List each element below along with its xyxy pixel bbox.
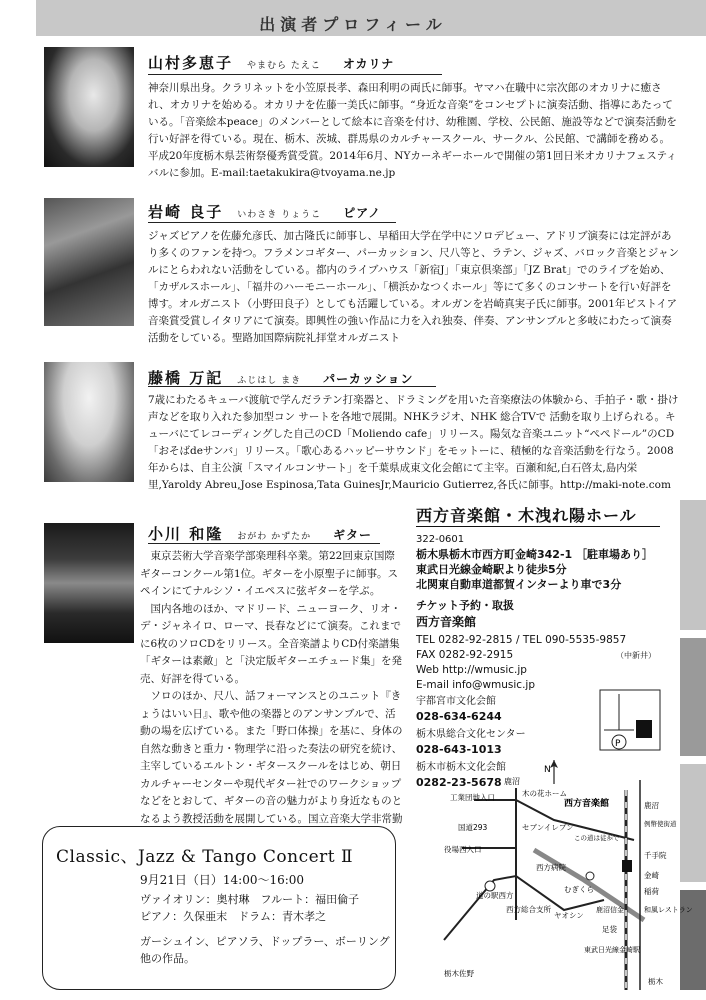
ticket-tel-4: 0282-23-5678 [416, 776, 502, 789]
bio-text: 7歳にわたるキューバ渡航で学んだラテン打楽器と、ドラミングを用いた音楽療法の体験から、手拍子・歌・掛け声などを取り入れた参加型コン サートを各地で展開。NHKラジオ、NHK 総合TVで 活動を取り上げられる。キューバにてレコーディングした自己のCD「Moliendo cafe」リリース。陽気な音楽ユニット“ぺぺドール”のCD「おそばdeサンバ」リリース。「歌心あるハッピーサウンド」をモットーに、積極的な音楽活動を行なう。2008年からは、自主公演「スマイルコンサート」を千葉県成東文化会館にて主宰。百瀬和紀,白石啓太,島内栄里,Yaroldy Abreu,Jose Espinosa,Tata GuinesJr,Mauricio Gutierrez,各氏に師事。http://maki-note.com [148, 394, 679, 491]
performer-bio-1 [148, 80, 680, 182]
map-label: 工業団地入口 [450, 793, 495, 802]
bio-paragraph: ソロのほか、尺八、話フォーマンスとのユニット『きょうはいい日』、歌や他の楽器とのアンサンブルで、活動の場を広げている。また「野口体操」を基に、身体の自然な動きと重力・物理学に沿った奏法の研究を続け、主宰しているエルトン・ギタースクールをはじめ、朝日カルチャーセンターや現代ギター社でのワークショップなどをとおして、ギターの音の魅力がより身近なものとなるよう教授活動を展開している。国立音楽大学非常勤 [140, 690, 403, 825]
performer-name-text: 藤橋 万記 [148, 369, 224, 387]
ticket-org-3: 栃木県総合文化センター [416, 729, 526, 740]
venue-address: 栃木県栃木市西方町金崎342-1 ［駐車場あり］ [416, 548, 654, 561]
map-label: ヤオシン [554, 911, 584, 920]
map-label: むぎくら [564, 885, 594, 894]
ticket-email[interactable]: E-mail info@wmusic.jp [416, 679, 536, 691]
concert-title: Classic、Jazz & Tango Concert Ⅱ [56, 847, 354, 867]
map-label: 役場西入口 [444, 845, 482, 854]
map-label: 道の駅西方 [476, 891, 514, 900]
map-label: 足袋 [602, 925, 617, 934]
map-label: 千手院 [644, 851, 667, 860]
map-label: 木の花ホーム [522, 789, 567, 798]
venue-info [416, 532, 678, 592]
map-label: 金崎 [644, 871, 659, 880]
map-label: セブンイレブン [522, 823, 574, 832]
ticket-note: （中新井） [616, 651, 656, 660]
ticket-tel: TEL 0282-92-2815 / TEL 090-5535-9857 [416, 634, 627, 646]
map-label: 国道293 [458, 823, 488, 832]
concert-repertoire-more: 他の作品。 [140, 952, 195, 965]
map-label: 西方総合支所 [506, 905, 551, 914]
venue-title: 西方音楽館・木洩れ陽ホール [416, 506, 637, 525]
performer-name-2 [148, 201, 381, 222]
concert-performers-1: ヴァイオリン：奥村琳 フルート：福田倫子 [140, 893, 360, 906]
map-label: 鹿沼 [644, 801, 659, 810]
performer-reading: おがわ かずたか [237, 532, 312, 542]
ticket-tel-3: 028-643-1013 [416, 743, 502, 756]
ticket-org-2: 宇都宮市文化会館 [416, 696, 496, 707]
performer-bio-4 [140, 548, 405, 846]
concert-details [140, 872, 390, 967]
page-title: 出演者プロフィール [259, 15, 447, 34]
ticket-web[interactable]: Web http://wmusic.jp [416, 664, 527, 676]
performer-instrument: オカリナ [342, 57, 395, 71]
performer-name-4 [148, 523, 372, 544]
ticket-org-4: 栃木市栃木文化会館 [416, 762, 506, 773]
concert-performers-2: ピアノ：久保亜末 ドラム：青木孝之 [140, 910, 327, 923]
name-underline [148, 543, 380, 544]
map-label: 西方音楽館 [564, 799, 610, 809]
map-label: 鹿沼 [504, 777, 520, 786]
concert-repertoire: ガーシュイン、ピアソラ、ドップラー、ボーリング [140, 935, 390, 948]
concert-date: 9月21日（日）14:00～16:00 [140, 873, 305, 887]
performer-name-text: 岩崎 良子 [148, 203, 224, 221]
side-tab-3 [680, 764, 706, 882]
performer-name-1 [148, 52, 394, 73]
access-map [404, 680, 693, 998]
side-tab-1 [680, 500, 706, 630]
performer-instrument: ピアノ [343, 206, 382, 220]
bio-text: 神奈川県出身。クラリネットを小笠原長孝、森田利明の両氏に師事。ヤマハ在職中に宗次郎のオカリナに癒され、オカリナを始める。オカリナを佐藤一美氏に師事。“身近な音楽”をコンセプトに演奏活動、指導にあたっている。「音楽絵本peace」のメンバーとして絵本に音楽を付け、幼稚園、学校、公民館、施設等などで演奏活動を行い好評を得ている。現在、栃木、茨城、群馬県のカルチャースクール、サークル、公民館、で講師を務める。平成20年度栃木県芸術祭優秀賞受賞。2014年6月、NYカーネギーホールで開催の第1回日米オカリナフェスティバルに参加。E-mail:taetakukira@tvoyama.ne.jp [148, 82, 677, 179]
map-label: 東武日光線金崎駅 [584, 946, 640, 954]
ticket-org-main: 西方音楽館 [416, 615, 477, 629]
map-building [636, 720, 652, 738]
map-label: 例幣使街道 [644, 820, 677, 828]
performer-reading: ふじはし まき [237, 376, 302, 386]
performer-reading: やまむら たえこ [247, 61, 321, 71]
side-tab-2 [680, 638, 706, 756]
bio-paragraph: 東京芸術大学音楽学部楽理科卒業。第22回東京国際ギターコンクール第1位。ギターを小原聖子に師事。スペインにてナルシソ・イエペスに弦ギターを学ぶ。 [140, 550, 399, 597]
bio-paragraph: 国内各地のほか、マドリード、ニューヨーク、リオ・デ・ジャネイロ、ローマ、長春などにて演奏。これまでに6枚のソロCDをリリース。全音楽譜よりCD付楽譜集「ギターは素敵」と「決定版ギターエチュード集」を発売、好評を得ている。 [140, 602, 402, 685]
performer-photo-ogawa [44, 523, 134, 643]
performer-name-text: 山村多恵子 [148, 54, 234, 72]
map-label: 栃木佐野 [444, 969, 474, 978]
map-label: 鹿沼信金 [596, 906, 624, 914]
bio-text: ジャズピアノを佐藤允彦氏、加古隆氏に師事し、早稲田大学在学中にソロデビュー、アドリブ演奏には定評があり多くのファンを持つ。フラメンコギター、パーカッション、尺八等と、ラテン、ジャズ、バロック音楽とジャンルにとらわれない活動をしている。都内のライブハウス「新宿J」「東京倶楽部」「JZ Brat」でのライブを始め、「カザルスホール」、「福井のハーモニーホール」、「横浜かなつくホール」等にて多くのコンサートを行い好評を博す。オルガニスト（小野田良子）としても活躍している。オルガンを岩崎真実子氏に師事。2001年ピストイア音楽賞受賞しイタリアにて演奏。即興性の強い作品に力を入れ独奏、伴奏、アンサンブルと多岐にわたって演奏活動をしている。聖路加国際病院礼拝堂オルガニスト [148, 230, 679, 344]
performer-instrument: パーカッション [323, 372, 414, 386]
performer-photo-iwasaki [44, 198, 134, 326]
ticket-heading: チケット予約・取扱 [416, 599, 515, 612]
performer-photo-fujihashi [44, 362, 134, 482]
performer-name-3 [148, 367, 414, 388]
performer-bio-3 [148, 392, 680, 494]
map-venue-marker [622, 860, 632, 872]
performer-instrument: ギター [333, 528, 372, 542]
side-tab-4 [680, 890, 706, 990]
map-label: この道は徒歩で [574, 834, 620, 842]
ticket-tel-2: 028-634-6244 [416, 710, 502, 723]
map-label: N [544, 765, 551, 775]
performer-name-text: 小川 和隆 [148, 525, 224, 543]
performer-photo-yamamura [44, 47, 134, 167]
svg-text:P: P [615, 739, 621, 749]
venue-underline [416, 526, 660, 527]
name-underline [148, 222, 396, 223]
ticket-fax: FAX 0282-92-2915 [416, 649, 514, 661]
name-underline [148, 74, 442, 75]
map-label: 栃木 [648, 977, 663, 986]
venue-access-car: 北関東自動車道都賀インターより車で3分 [416, 578, 622, 591]
map-label: 稲荷 [644, 887, 659, 896]
venue-access-train: 東武日光線金崎駅より徒歩5分 [416, 563, 567, 576]
performer-bio-2 [148, 228, 680, 347]
map-label: 和風レストラン [644, 906, 693, 914]
name-underline [148, 386, 436, 387]
map-label: 西方病院 [536, 863, 566, 872]
venue-postal: 322-0601 [416, 534, 465, 545]
performer-reading: いわさき りょうこ [237, 210, 322, 220]
